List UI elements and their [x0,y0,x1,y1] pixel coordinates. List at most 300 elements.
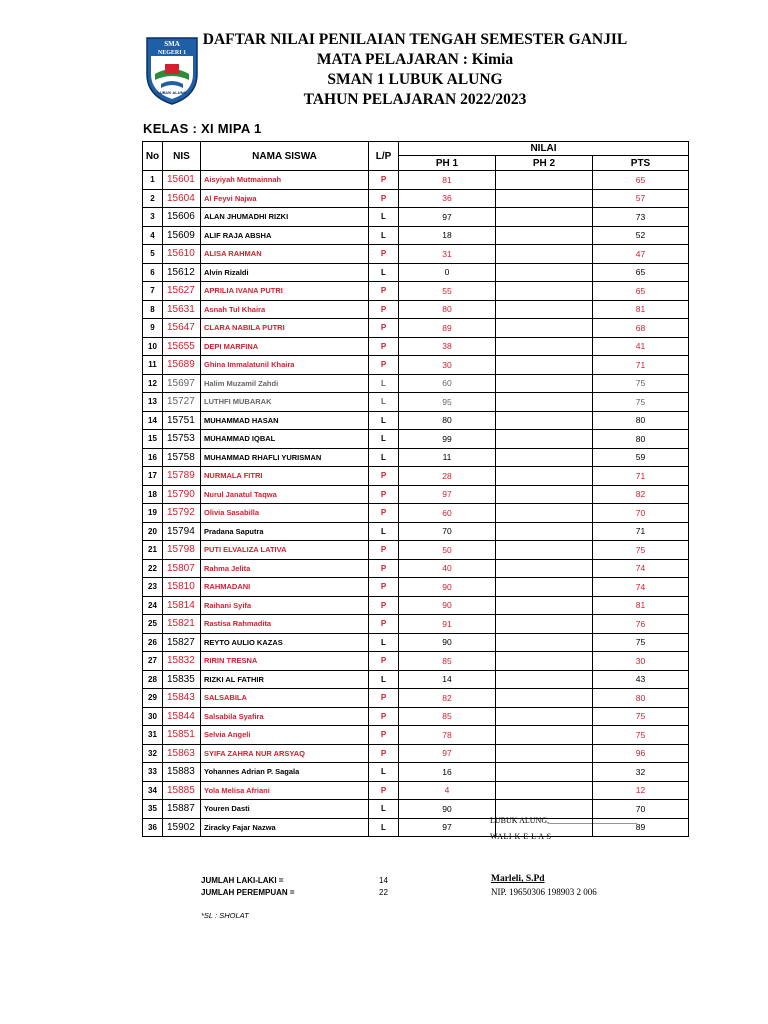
row-gender: P [369,485,399,504]
row-ph2 [496,596,593,615]
row-ph2 [496,430,593,449]
row-name: MUHAMMAD IQBAL [201,430,369,449]
table-row [143,208,689,227]
row-ph1: 90 [399,578,496,597]
row-pts: 32 [593,763,689,782]
row-nis: 15727 [163,393,201,412]
row-ph2 [496,726,593,745]
row-nis: 15758 [163,448,201,467]
table-row [143,337,689,356]
table-row [143,596,689,615]
row-ph1: 97 [399,485,496,504]
row-name: RIRIN TRESNA [201,652,369,671]
row-gender: P [369,578,399,597]
row-name: REYTO AULIO KAZAS [201,633,369,652]
row-nis: 15798 [163,541,201,560]
row-ph1: 78 [399,726,496,745]
row-pts: 74 [593,578,689,597]
row-ph2 [496,578,593,597]
row-no: 5 [143,245,163,264]
row-no: 8 [143,300,163,319]
row-ph2 [496,300,593,319]
row-gender: P [369,689,399,708]
table-row [143,781,689,800]
row-name: Salsabila Syafira [201,707,369,726]
row-no: 12 [143,374,163,393]
row-ph1: 28 [399,467,496,486]
row-gender: L [369,393,399,412]
row-ph1: 16 [399,763,496,782]
row-ph2 [496,504,593,523]
row-nis: 15606 [163,208,201,227]
row-no: 3 [143,208,163,227]
title-line-3: SMAN 1 LUBUK ALUNG [327,71,503,88]
table-row [143,171,689,190]
row-ph1: 91 [399,615,496,634]
row-gender: P [369,467,399,486]
row-no: 1 [143,171,163,190]
row-ph2 [496,559,593,578]
row-name: Yola Melisa Afriani [201,781,369,800]
row-no: 26 [143,633,163,652]
row-pts: 65 [593,171,689,190]
row-pts: 70 [593,504,689,523]
row-ph2 [496,689,593,708]
row-ph2 [496,707,593,726]
row-gender: L [369,208,399,227]
row-no: 2 [143,189,163,208]
row-gender: L [369,763,399,782]
row-ph1: 90 [399,800,496,819]
row-ph2 [496,763,593,782]
row-ph1: 0 [399,263,496,282]
row-nis: 15883 [163,763,201,782]
row-pts: 81 [593,300,689,319]
row-name: Ghina Immalatunil Khaira [201,356,369,375]
table-row [143,393,689,412]
class-label: KELAS : XI MIPA 1 [143,121,262,136]
col-header-nis: NIS [163,142,201,171]
table-row [143,467,689,486]
row-pts: 12 [593,781,689,800]
row-no: 28 [143,670,163,689]
row-name: Asnah Tul Khaira [201,300,369,319]
row-ph1: 60 [399,504,496,523]
row-gender: L [369,670,399,689]
row-pts: 47 [593,245,689,264]
row-no: 19 [143,504,163,523]
row-no: 14 [143,411,163,430]
row-ph2 [496,781,593,800]
table-row [143,689,689,708]
row-pts: 75 [593,541,689,560]
row-gender: P [369,615,399,634]
row-pts: 75 [593,726,689,745]
table-row [143,615,689,634]
table-row [143,541,689,560]
row-ph2 [496,411,593,430]
row-ph1: 40 [399,559,496,578]
row-name: MUHAMMAD RHAFLI YURISMAN [201,448,369,467]
row-ph1: 60 [399,374,496,393]
row-ph1: 80 [399,411,496,430]
row-ph2 [496,467,593,486]
row-nis: 15844 [163,707,201,726]
row-nis: 15794 [163,522,201,541]
row-no: 27 [143,652,163,671]
row-pts: 57 [593,189,689,208]
jumlah-perempuan-label: JUMLAH PEREMPUAN = [201,888,295,897]
table-row [143,633,689,652]
row-ph2 [496,226,593,245]
col-header-nilai: NILAI [399,142,689,156]
teacher-nip: NIP. 19650306 198903 2 006 [491,887,597,897]
table-row [143,707,689,726]
row-gender: P [369,171,399,190]
row-ph1: 31 [399,245,496,264]
row-name: Al Feyvi Najwa [201,189,369,208]
row-nis: 15810 [163,578,201,597]
row-gender: L [369,374,399,393]
table-row [143,763,689,782]
jumlah-laki-value: 14 [379,876,388,885]
row-nis: 15792 [163,504,201,523]
row-ph2 [496,282,593,301]
col-header-ph2: PH 2 [496,156,593,171]
row-ph1: 97 [399,744,496,763]
row-no: 18 [143,485,163,504]
row-ph2 [496,485,593,504]
row-no: 24 [143,596,163,615]
row-ph1: 36 [399,189,496,208]
row-gender: L [369,633,399,652]
row-ph2 [496,319,593,338]
row-ph2 [496,189,593,208]
row-name: DEPI MARFINA [201,337,369,356]
row-name: Halim Muzamil Zahdi [201,374,369,393]
title-line-4: TAHUN PELAJARAN 2022/2023 [303,91,527,108]
row-pts: 52 [593,226,689,245]
row-ph2 [496,356,593,375]
row-nis: 15887 [163,800,201,819]
row-name: NURMALA FITRI [201,467,369,486]
row-ph2 [496,448,593,467]
row-name: APRILIA IVANA PUTRI [201,282,369,301]
row-pts: 81 [593,596,689,615]
row-ph1: 89 [399,319,496,338]
row-no: 23 [143,578,163,597]
row-gender: P [369,356,399,375]
row-ph1: 30 [399,356,496,375]
row-gender: P [369,337,399,356]
col-header-no: No [143,142,163,171]
row-ph1: 18 [399,226,496,245]
row-ph2 [496,652,593,671]
row-ph1: 4 [399,781,496,800]
teacher-name: Marleli, S.Pd [491,874,545,884]
row-ph2 [496,744,593,763]
row-pts: 75 [593,707,689,726]
row-ph2 [496,670,593,689]
row-gender: P [369,559,399,578]
col-header-pts: PTS [593,156,689,171]
row-ph2 [496,541,593,560]
row-ph2 [496,171,593,190]
row-name: Yohannes Adrian P. Sagala [201,763,369,782]
row-ph2 [496,633,593,652]
row-name: Selvia Angeli [201,726,369,745]
table-row [143,726,689,745]
row-ph1: 97 [399,818,496,837]
row-no: 30 [143,707,163,726]
footnote: *SL : SHOLAT [201,911,249,920]
row-ph1: 85 [399,652,496,671]
row-pts: 75 [593,633,689,652]
row-nis: 15655 [163,337,201,356]
row-nis: 15601 [163,171,201,190]
row-no: 25 [143,615,163,634]
table-row [143,282,689,301]
table-row [143,744,689,763]
col-header-nama: NAMA SISWA [201,142,369,171]
row-name: RIZKI AL FATHIR [201,670,369,689]
table-row [143,485,689,504]
row-nis: 15790 [163,485,201,504]
title-line-1: DAFTAR NILAI PENILAIAN TENGAH SEMESTER GANJIL [202,31,628,48]
table-row [143,245,689,264]
table-row [143,300,689,319]
row-name: PUTI ELVALIZA LATIVA [201,541,369,560]
table-row [143,263,689,282]
row-name: Olivia Sasabilla [201,504,369,523]
row-gender: L [369,818,399,837]
row-name: ALISA RAHMAN [201,245,369,264]
row-ph2 [496,263,593,282]
row-no: 6 [143,263,163,282]
row-nis: 15612 [163,263,201,282]
row-pts: 73 [593,208,689,227]
row-ph2 [496,615,593,634]
row-nis: 15851 [163,726,201,745]
table-row [143,189,689,208]
wali-kelas-label: WALI K E L A S [490,832,552,841]
row-name: Youren Dasti [201,800,369,819]
row-pts: 82 [593,485,689,504]
table-row [143,578,689,597]
row-name: LUTHFI MUBARAK [201,393,369,412]
row-no: 15 [143,430,163,449]
row-ph1: 14 [399,670,496,689]
row-pts: 59 [593,448,689,467]
row-name: Rahma Jelita [201,559,369,578]
row-pts: 71 [593,522,689,541]
row-gender: P [369,319,399,338]
row-gender: P [369,245,399,264]
row-no: 32 [143,744,163,763]
row-pts: 74 [593,559,689,578]
row-pts: 30 [593,652,689,671]
row-nis: 15647 [163,319,201,338]
row-gender: P [369,707,399,726]
row-nis: 15751 [163,411,201,430]
row-gender: L [369,263,399,282]
row-pts: 75 [593,374,689,393]
row-pts: 41 [593,337,689,356]
row-ph1: 38 [399,337,496,356]
table-row [143,356,689,375]
row-nis: 15832 [163,652,201,671]
row-nis: 15753 [163,430,201,449]
place-date: LUBUK ALUNG,______________________ [490,816,638,825]
row-name: Ziracky Fajar Nazwa [201,818,369,837]
row-no: 13 [143,393,163,412]
jumlah-laki-label: JUMLAH LAKI-LAKI = [201,876,284,885]
row-nis: 15627 [163,282,201,301]
row-nis: 15807 [163,559,201,578]
row-ph1: 95 [399,393,496,412]
row-no: 21 [143,541,163,560]
row-nis: 15885 [163,781,201,800]
row-gender: P [369,726,399,745]
row-no: 20 [143,522,163,541]
row-name: SALSABILA [201,689,369,708]
row-no: 4 [143,226,163,245]
row-nis: 15604 [163,189,201,208]
row-pts: 76 [593,615,689,634]
row-gender: L [369,411,399,430]
row-name: MUHAMMAD HASAN [201,411,369,430]
row-nis: 15689 [163,356,201,375]
table-row [143,411,689,430]
row-ph1: 99 [399,430,496,449]
row-ph2 [496,245,593,264]
row-no: 31 [143,726,163,745]
table-row [143,226,689,245]
row-ph1: 70 [399,522,496,541]
row-name: Nurul Janatul Taqwa [201,485,369,504]
row-pts: 80 [593,411,689,430]
row-name: Pradana Saputra [201,522,369,541]
row-gender: P [369,300,399,319]
row-no: 36 [143,818,163,837]
row-no: 17 [143,467,163,486]
table-row [143,652,689,671]
row-gender: P [369,652,399,671]
row-gender: P [369,282,399,301]
row-gender: P [369,781,399,800]
col-header-lp: L/P [369,142,399,171]
row-name: ALIF RAJA ABSHA [201,226,369,245]
row-gender: P [369,541,399,560]
row-pts: 89 [593,818,689,837]
row-nis: 15631 [163,300,201,319]
table-row [143,430,689,449]
row-gender: L [369,430,399,449]
row-nis: 15610 [163,245,201,264]
row-ph2 [496,337,593,356]
title-line-2: MATA PELAJARAN : Kimia [316,51,514,68]
row-pts: 71 [593,467,689,486]
row-pts: 96 [593,744,689,763]
row-pts: 80 [593,689,689,708]
row-nis: 15609 [163,226,201,245]
row-ph1: 90 [399,633,496,652]
row-name: Alvin Rizaldi [201,263,369,282]
row-gender: P [369,596,399,615]
row-gender: P [369,504,399,523]
row-ph1: 80 [399,300,496,319]
row-pts: 43 [593,670,689,689]
row-no: 16 [143,448,163,467]
row-name: Raihani Syifa [201,596,369,615]
row-no: 11 [143,356,163,375]
row-no: 9 [143,319,163,338]
row-pts: 70 [593,800,689,819]
jumlah-perempuan-value: 22 [379,888,388,897]
table-row [143,504,689,523]
row-name: ALAN JHUMADHI RIZKI [201,208,369,227]
row-no: 35 [143,800,163,819]
row-ph1: 90 [399,596,496,615]
row-ph1: 85 [399,707,496,726]
row-ph1: 82 [399,689,496,708]
logo-mid-text: NEGERI 1 [157,50,187,56]
row-name: Rastisa Rahmadita [201,615,369,634]
row-ph1: 50 [399,541,496,560]
row-ph2 [496,393,593,412]
row-gender: L [369,448,399,467]
row-pts: 65 [593,263,689,282]
row-nis: 15863 [163,744,201,763]
row-ph2 [496,522,593,541]
grades-table [142,141,689,837]
row-name: SYIFA ZAHRA NUR ARSYAQ [201,744,369,763]
row-nis: 15835 [163,670,201,689]
row-pts: 65 [593,282,689,301]
row-gender: P [369,744,399,763]
row-nis: 15902 [163,818,201,837]
row-pts: 68 [593,319,689,338]
logo-bottom-text: LUBUK ALUNG [157,90,187,95]
col-header-ph1: PH 1 [399,156,496,171]
row-nis: 15843 [163,689,201,708]
row-no: 10 [143,337,163,356]
table-row [143,559,689,578]
row-no: 22 [143,559,163,578]
table-row [143,522,689,541]
row-pts: 80 [593,430,689,449]
table-row [143,374,689,393]
row-nis: 15827 [163,633,201,652]
row-nis: 15697 [163,374,201,393]
row-nis: 15789 [163,467,201,486]
row-pts: 75 [593,393,689,412]
row-gender: L [369,800,399,819]
row-ph1: 81 [399,171,496,190]
logo-top-text: SMA [164,40,180,48]
row-ph1: 97 [399,208,496,227]
table-row [143,670,689,689]
row-name: RAHMADANI [201,578,369,597]
row-ph1: 11 [399,448,496,467]
row-name: CLARA NABILA PUTRI [201,319,369,338]
table-row [143,319,689,338]
row-no: 7 [143,282,163,301]
row-gender: P [369,189,399,208]
row-no: 29 [143,689,163,708]
row-gender: L [369,522,399,541]
row-ph2 [496,374,593,393]
